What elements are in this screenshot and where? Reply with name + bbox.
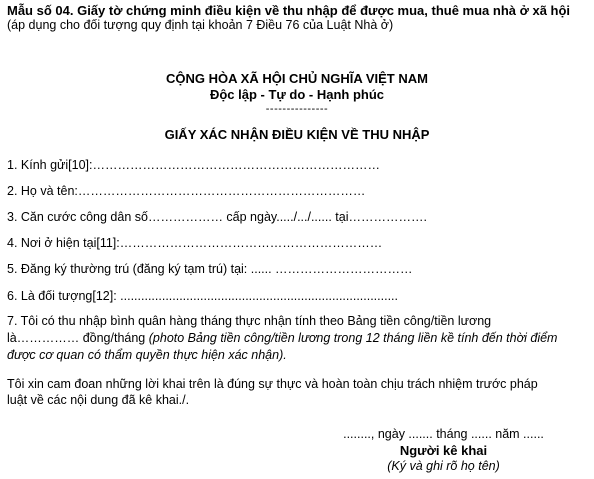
field-registered-residence: 5. Đăng ký thường trú (đăng ký tạm trú) tại: ...... …………………………… xyxy=(7,262,413,276)
signature-note: (Ký và ghi rõ họ tên) xyxy=(387,459,500,473)
signer-title: Người kê khai xyxy=(399,443,488,458)
form-scope: (áp dụng cho đối tượng quy định tại khoản 7 Điều 76 của Luật Nhà ở) xyxy=(7,18,394,32)
field-income-line2 xyxy=(7,331,557,346)
national-motto: Độc lập - Tự do - Hạnh phúc xyxy=(209,87,385,102)
income-amount: là…………… đồng/tháng xyxy=(7,331,149,345)
income-note: (photo Bảng tiền công/tiền lương trong 12 tháng liền kề tính đến thời điểm xyxy=(148,331,558,345)
commitment-line1: Tôi xin cam đoan những lời khai trên là đúng sự thực và hoàn toàn chịu trách nhiệm trước pháp xyxy=(7,377,538,391)
commitment-line2: luật về các nội dung đã kê khai./. xyxy=(7,393,190,407)
motto-separator: --------------- xyxy=(265,103,329,115)
field-citizen-id: 3. Căn cước công dân số……………… cấp ngày...../.../...... tại………………. xyxy=(7,210,427,224)
form-heading-title: Giấy tờ chứng minh điều kiện về thu nhập để được mua, thuê mua nhà ở xã hội xyxy=(73,3,571,18)
signature-date: ........, ngày ....... tháng ...... năm ...... xyxy=(343,427,544,441)
field-beneficiary-type: 6. Là đối tượng[12]: ................................................................................ xyxy=(7,289,398,303)
field-income-line3: được cơ quan có thẩm quyền thực hiện xác nhận). xyxy=(7,348,287,362)
form-number: Mẫu số 04. xyxy=(7,3,74,18)
field-full-name: 2. Họ và tên:…………………………………………………………… xyxy=(7,184,366,198)
field-income-line1: 7. Tôi có thu nhập bình quân hàng tháng thực nhận tính theo Bảng tiền công/tiền lương xyxy=(7,314,492,328)
national-name: CỘNG HÒA XÃ HỘI CHỦ NGHĨA VIỆT NAM xyxy=(166,71,428,86)
field-current-residence: 4. Nơi ở hiện tại[11]:……………………………………………………… xyxy=(7,236,383,250)
document-title: GIẤY XÁC NHẬN ĐIỀU KIỆN VỀ THU NHẬP xyxy=(164,127,430,142)
field-recipient: 1. Kính gửi[10]:…………………………………………………………… xyxy=(7,158,381,172)
form-heading xyxy=(7,3,570,18)
